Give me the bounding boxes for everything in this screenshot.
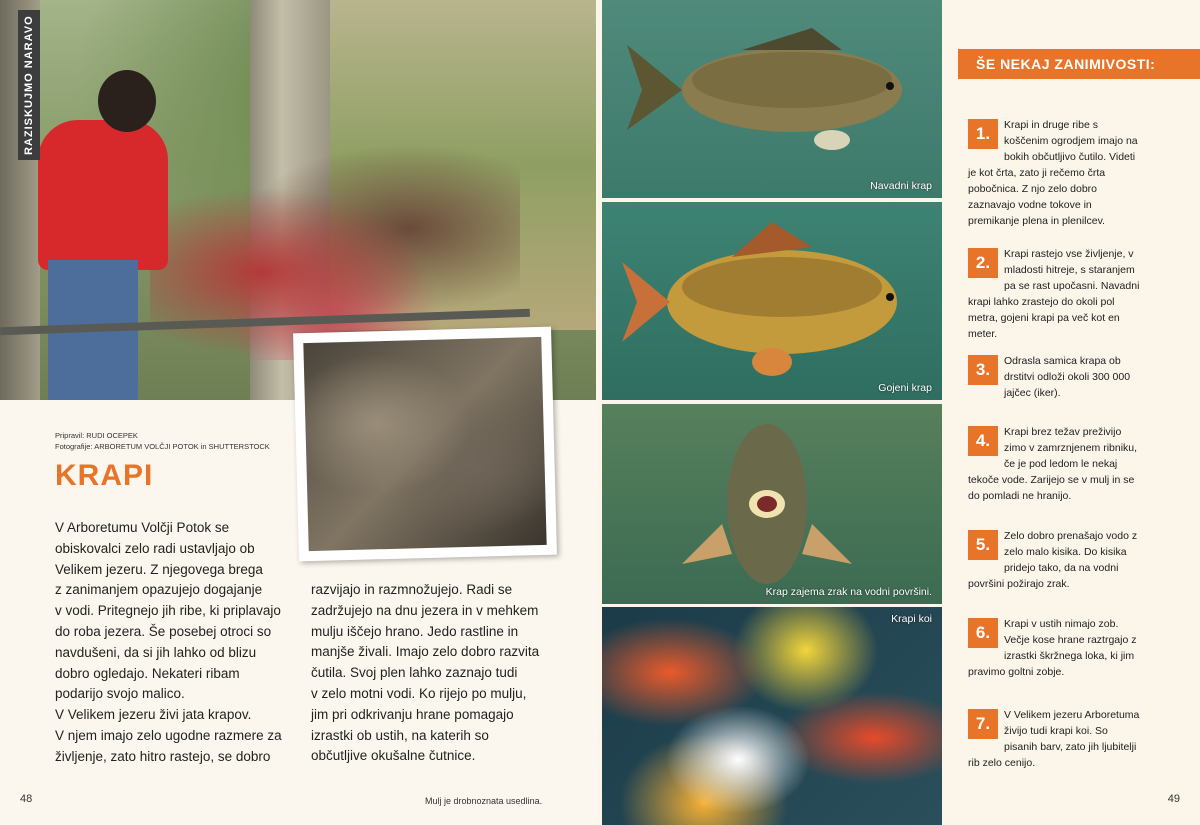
footnote: Mulj je drobnoznata usedlina. xyxy=(425,796,543,806)
fact-text: Krapi brez težav preživijo zimo v zamrznjenem ribniku, če je pod ledom le nekaj tekoče vode. Zarijejo se v mulj in se do pomladi ne hranijo. xyxy=(968,426,1138,502)
farmed-carp-photo xyxy=(602,202,942,400)
column-1-line: v vodi. Pritegnejo jih ribe, ki priplavajo xyxy=(55,603,281,619)
fact-item xyxy=(968,117,1144,229)
fact-text: Krapi v ustih nimajo zob. Večje kose hrane raztrgajo z izrastki škržnega loka, ki jim pravimo goltni zobje. xyxy=(968,618,1137,678)
carp-crowd-photo xyxy=(293,327,557,562)
credits-photos: Fotografije: ARBORETUM VOLČJI POTOK in SHUTTERSTOCK xyxy=(55,442,270,451)
farmed-carp-caption: Gojeni krap xyxy=(878,382,932,394)
fact-number-badge: 4. xyxy=(968,426,998,456)
carp-surface-photo xyxy=(602,404,942,604)
fact-item xyxy=(968,616,1144,680)
column-2-line: manjše živali. Imajo zelo dobro razvita xyxy=(311,644,540,660)
carp-surface-caption: Krap zajema zrak na vodni površini. xyxy=(765,586,932,598)
fact-text: Zelo dobro prenašajo vodo z zelo malo kisika. Do kisika pridejo tako, da na vodni površini požirajo zrak. xyxy=(968,530,1138,590)
column-2-line: jim pri odkrivanju hrane pomagajo xyxy=(311,706,514,722)
column-2-line: mulju iščejo hrano. Jedo rastline in xyxy=(311,623,519,639)
common-carp-caption: Navadni krap xyxy=(870,180,932,192)
fact-item xyxy=(968,707,1144,771)
section-label: RAZISKUJMO NARAVO xyxy=(18,10,40,160)
article-column-2 xyxy=(311,580,551,767)
column-2-line: občutljive okušalne čutnice. xyxy=(311,748,476,764)
fact-text: V Velikem jezeru Arboretuma živijo tudi krapi koi. So pisanih barv, zato jih ljubitelji rib zelo cenijo. xyxy=(968,709,1140,769)
column-1-line: V njem imajo zelo ugodne razmere za xyxy=(55,727,282,743)
fact-text: Krapi rastejo vse življenje, v mladosti hitreje, s staranjem pa se rast upočasni. Navadni krapi lahko zrastejo do okoli pol metra, gojeni krapi pa več kot en meter. xyxy=(968,248,1140,340)
page-number-right: 49 xyxy=(1167,793,1180,805)
fact-number-badge: 2. xyxy=(968,248,998,278)
fact-number-badge: 3. xyxy=(968,355,998,385)
column-1-line: obiskovalci zelo radi ustavljajo ob xyxy=(55,540,255,556)
column-2-line: razvijajo in razmnožujejo. Radi se xyxy=(311,582,513,597)
column-1-line: Velikem jezeru. Z njegovega brega xyxy=(55,561,263,577)
farmed-carp-illustration xyxy=(602,202,942,400)
fact-number-badge: 1. xyxy=(968,119,998,149)
carp-surface-illustration xyxy=(602,404,942,604)
column-1-line: V Velikem jezeru živi jata krapov. xyxy=(55,707,252,723)
column-1-line: V Arboretumu Volčji Potok se xyxy=(55,520,230,535)
fact-number-badge: 5. xyxy=(968,530,998,560)
article-column-1 xyxy=(55,518,290,768)
facts-banner: ŠE NEKAJ ZANIMIVOSTI: xyxy=(958,49,1200,79)
fact-text: Odrasla samica krapa ob drstitvi odloži okoli 300 000 jajčec (iker). xyxy=(1004,355,1131,399)
fact-item xyxy=(968,353,1144,401)
column-2-line: izrastki ob ustih, na katerih so xyxy=(311,727,489,743)
column-1-line: navdušeni, da si jih lahko od blizu xyxy=(55,644,257,660)
koi-carp-photo xyxy=(602,607,942,825)
credits-author: Pripravil: RUDI OCEPEK xyxy=(55,431,138,440)
fact-number-badge: 6. xyxy=(968,618,998,648)
koi-carp-caption: Krapi koi xyxy=(891,613,932,625)
column-2-line: čutila. Svoj plen lahko zaznajo tudi xyxy=(311,665,518,681)
common-carp-photo xyxy=(602,0,942,198)
column-1-line: dobro ogledajo. Nekateri ribam xyxy=(55,665,240,681)
fact-item xyxy=(968,246,1144,342)
carp-crowd-image xyxy=(303,337,546,551)
column-2-line: zadržujejo na dnu jezera in v mehkem xyxy=(311,602,539,618)
column-2-line: v zelo motni vodi. Ko rijejo po mulju, xyxy=(311,685,527,701)
fact-number-badge: 7. xyxy=(968,709,998,739)
credits xyxy=(55,430,270,452)
column-1-line: do roba jezera. Še posebej otroci so xyxy=(55,623,272,639)
column-1-line: z zanimanjem opazujejo dogajanje xyxy=(55,582,263,598)
page-number-left: 48 xyxy=(20,793,33,805)
adult-red-jacket xyxy=(38,120,168,270)
adult-head xyxy=(98,70,156,132)
column-1-line: življenje, zato hitro rastejo, se dobro xyxy=(55,748,271,764)
fact-item xyxy=(968,528,1144,592)
column-1-line: podarijo svojo malico. xyxy=(55,686,185,702)
fact-item xyxy=(968,424,1144,504)
fact-text: Krapi in druge ribe s koščenim ogrodjem imajo na bokih občutljivo čutilo. Videti je kot črta, zato ji rečemo črta pobočnica. Z njo zelo dobro zaznavajo vodne tokove in premikanje plena in plenilcev. xyxy=(968,119,1138,227)
article-title: KRAPI xyxy=(55,459,154,492)
common-carp-illustration xyxy=(602,0,942,198)
